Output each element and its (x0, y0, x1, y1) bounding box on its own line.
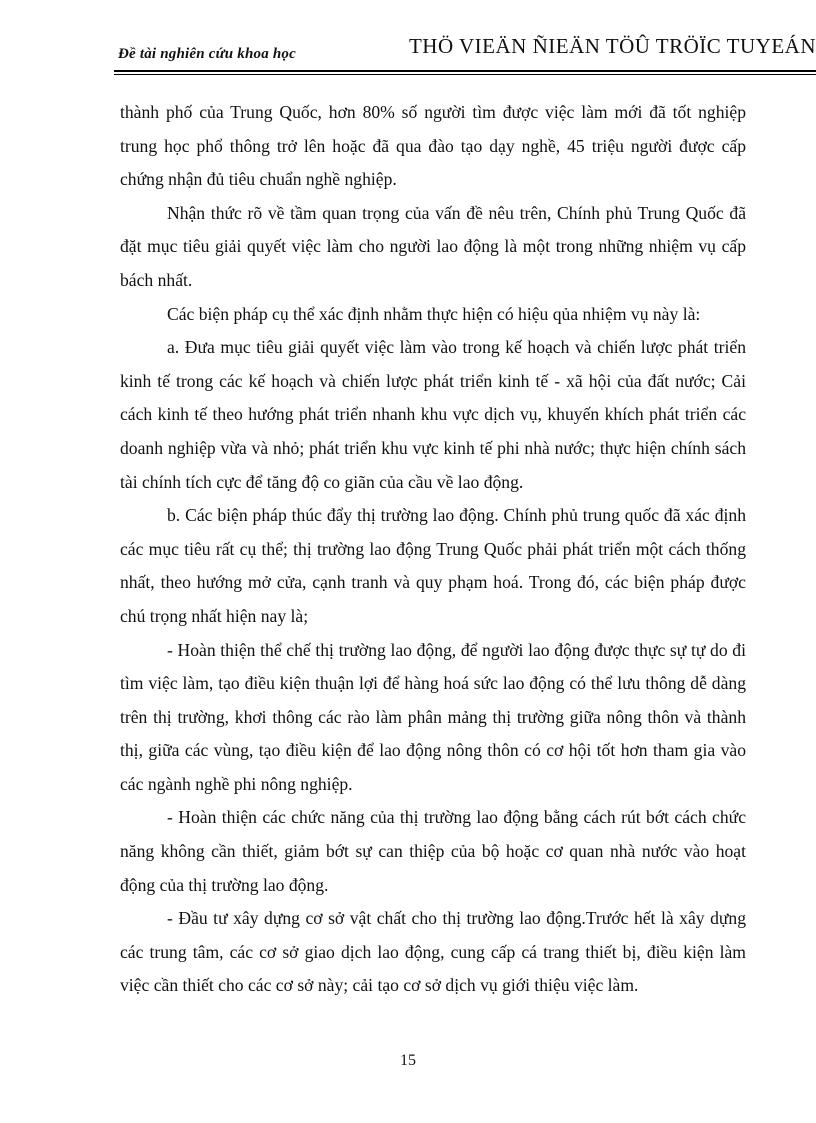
header-rule-thin (114, 74, 816, 75)
paragraph-bullet: - Hoàn thiện các chức năng của thị trường lao động bằng cách rút bớt cách chức năng không cần thiết, giảm bớt sự can thiệp của bộ hoặc cơ quan nhà nước vào hoạt động của thị trường lao động. (120, 807, 746, 895)
paragraph-bullet: - Đầu tư xây dựng cơ sở vật chất cho thị trường lao động.Trước hết là xây dựng các trung tâm, các cơ sở giao dịch lao động, cung cấp cá trang thiết bị, điều kiện làm việc cần thiết cho các cơ sở này; cải tạo cơ sở dịch vụ giới thiệu việc làm. (120, 908, 746, 996)
header-library-title: THÖ VIEÄN ÑIEÄN TÖÛ TRÖÏC TUYEÁN (408, 34, 816, 58)
paragraph-item-b: b. Các biện pháp thúc đẩy thị trường lao động. Chính phủ trung quốc đã xác định các mục tiêu rất cụ thể; thị trường lao động Trung Quốc phải phát triển một cách thống nhất, theo hướng mở cửa, cạnh tranh và quy phạm hoá. Trong đó, các biện pháp được chú trọng nhất hiện nay là; (120, 505, 746, 626)
page-header (0, 0, 816, 80)
paragraph: Các biện pháp cụ thể xác định nhằm thực hiện có hiệu qủa nhiệm vụ này là: (167, 303, 701, 324)
header-rule-thick (114, 70, 816, 72)
page-number: 15 (400, 1052, 416, 1069)
header-document-title: Đề tài nghiên cứu khoa học (118, 46, 296, 62)
paragraph-continuation: thành phố của Trung Quốc, hơn 80% số người tìm được việc làm mới đã tốt nghiệp trung học phổ thông trở lên hoặc đã qua đào tạo dạy nghề, 45 triệu người được cấp chứng nhận đủ tiêu chuẩn nghề nghiệp. (120, 102, 746, 190)
paragraph-item-a: a. Đưa mục tiêu giải quyết việc làm vào trong kế hoạch và chiến lược phát triển kinh tế trong các kế hoạch và chiến lược phát triển kinh tế - xã hội của đất nước; Cải cách kinh tế theo hướng phát triển nhanh khu vực dịch vụ, khuyến khích phát triển các doanh nghiệp vừa và nhỏ; phát triển khu vực kinh tế phi nhà nước; thực hiện chính sách tài chính tích cực để tăng độ co giãn của cầu về lao động. (120, 337, 746, 492)
body-text (120, 96, 746, 1003)
paragraph-bullet: - Hoàn thiện thể chế thị trường lao động, để người lao động được thực sự tự do đi tìm việc làm, tạo điều kiện thuận lợi để hàng hoá sức lao động có thể lưu thông dễ dàng trên thị trường, khơi thông các rào làm phân mảng thị trường giữa nông thôn và thành thị, giữa các vùng, tạo điều kiện để lao động nông thôn có cơ hội tốt hơn tham gia vào các ngành nghề phi nông nghiệp. (120, 639, 746, 794)
paragraph: Nhận thức rõ về tầm quan trọng của vấn đề nêu trên, Chính phủ Trung Quốc đã đặt mục tiêu giải quyết việc làm cho người lao động là một trong những nhiệm vụ cấp bách nhất. (120, 202, 746, 290)
